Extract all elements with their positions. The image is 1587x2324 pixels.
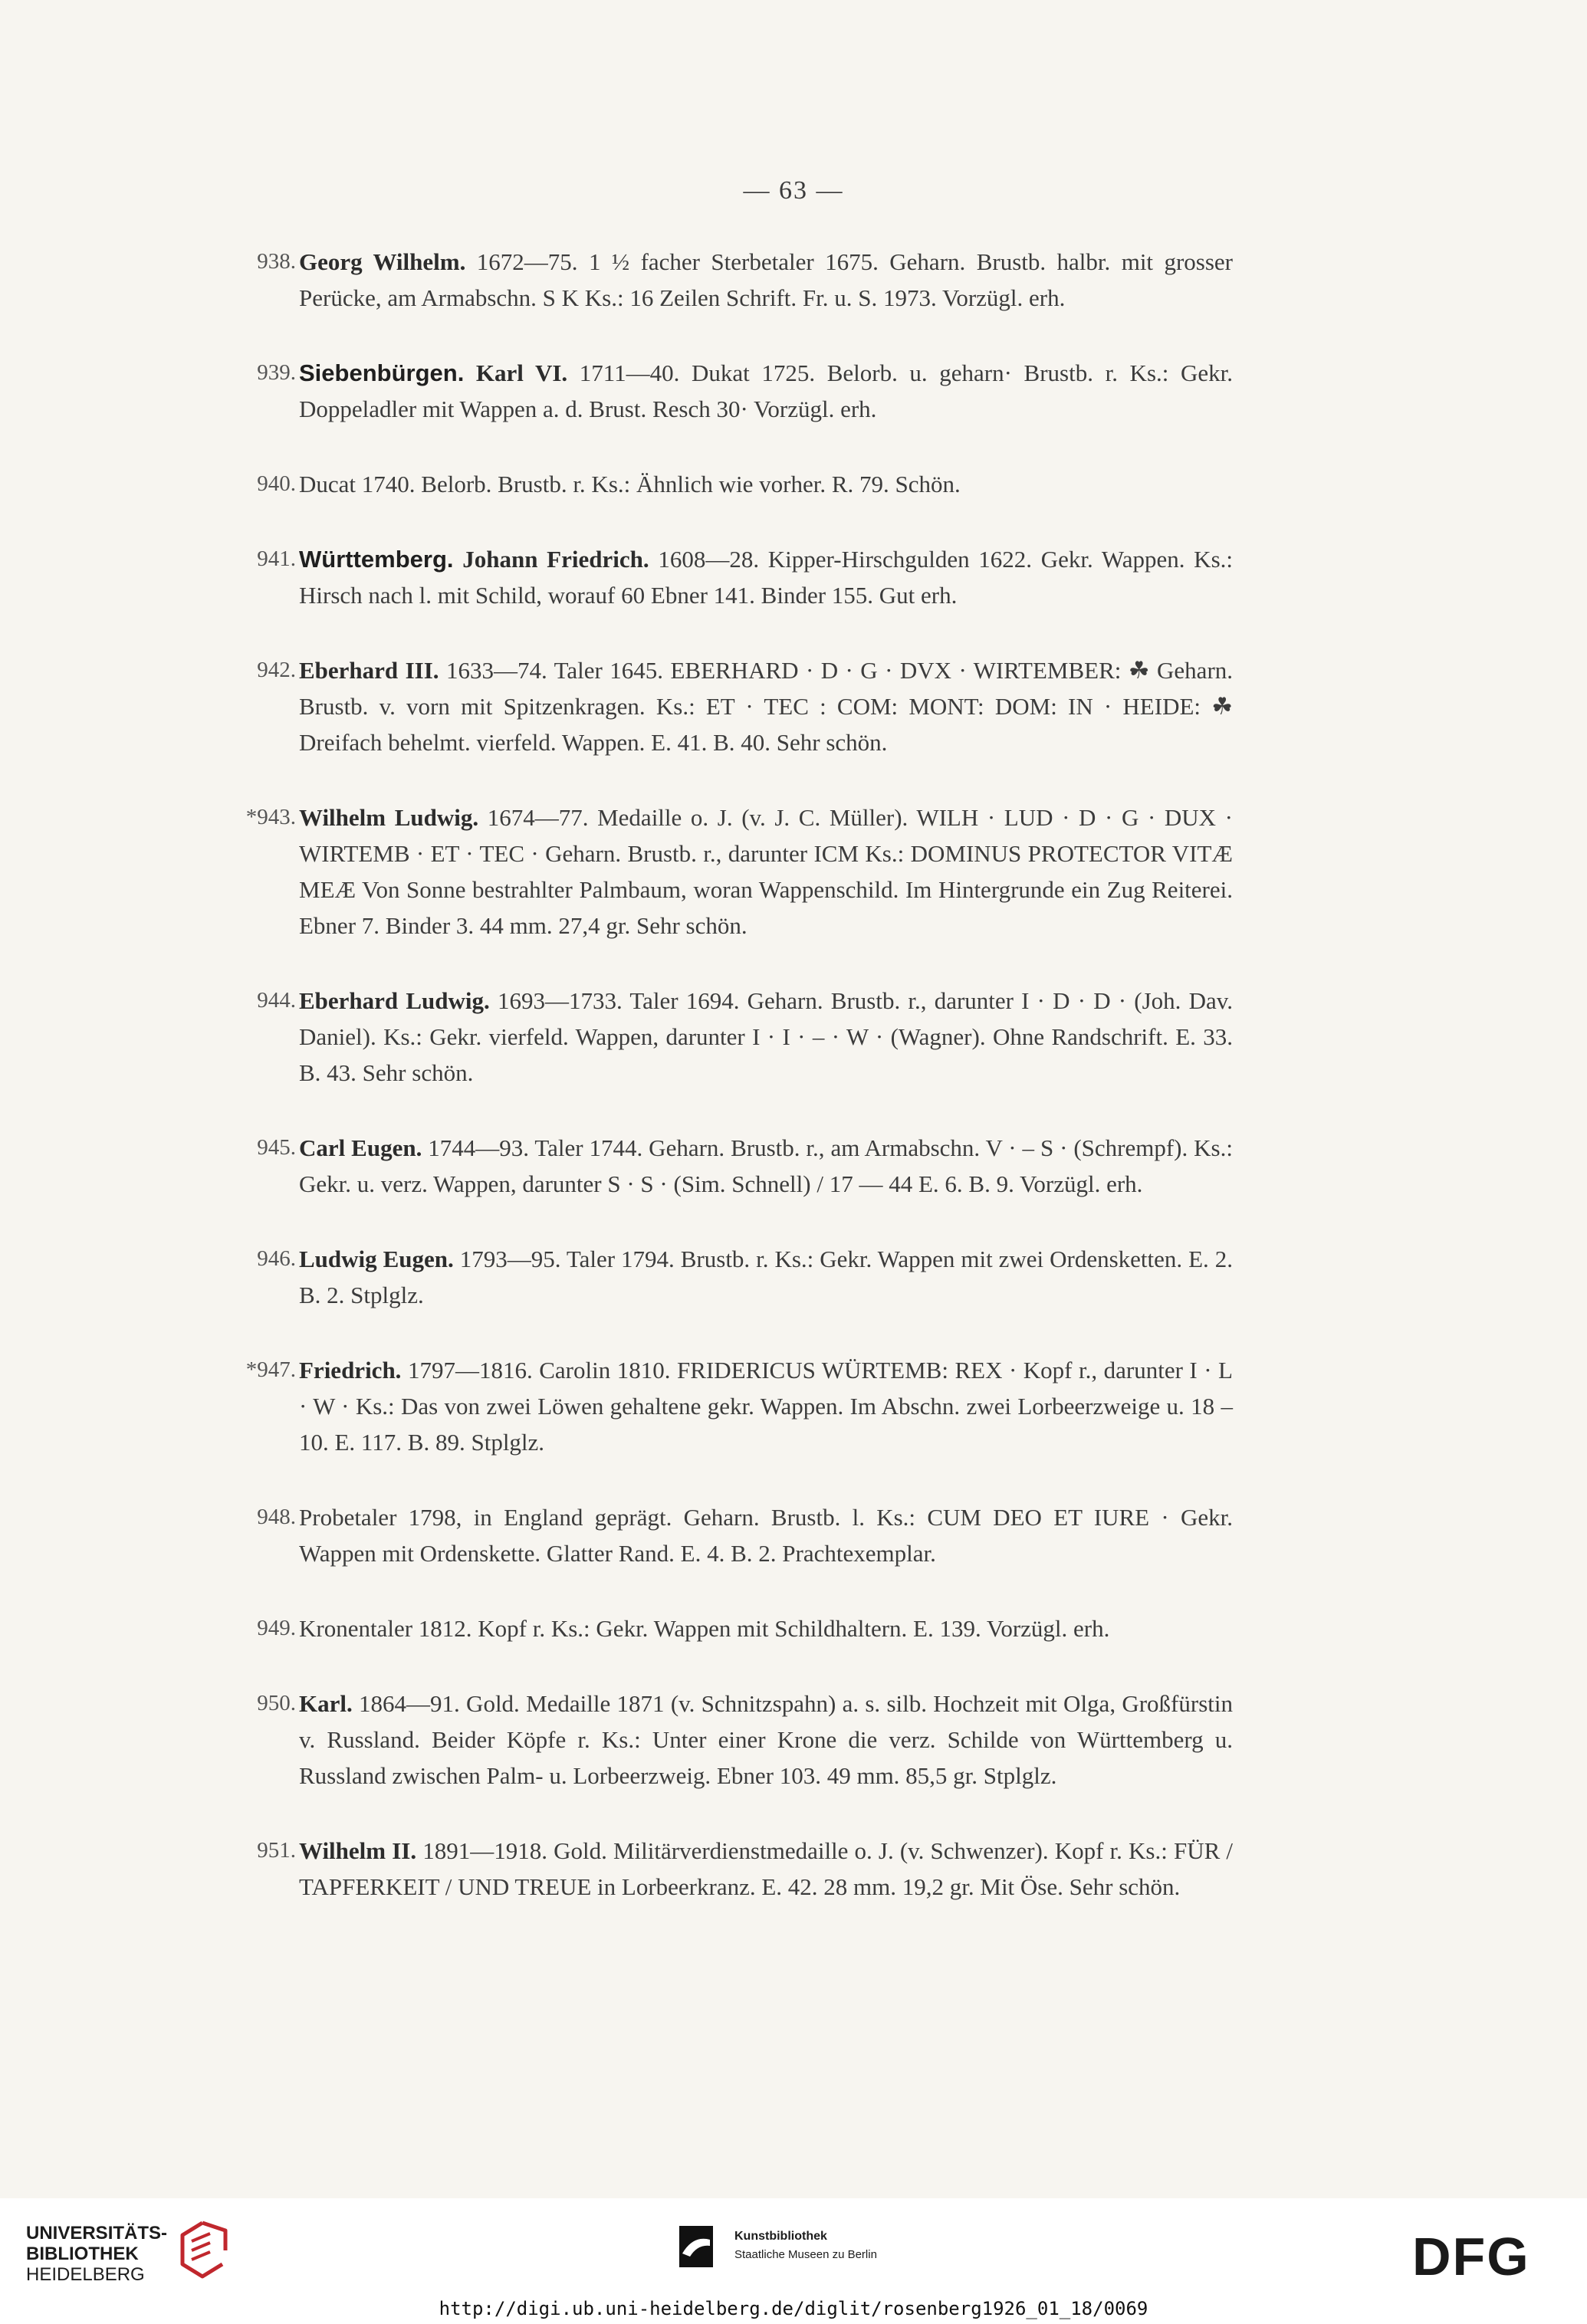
entry-description: 1797—1816. Carolin 1810. FRIDERICUS WÜRTEMB: REX · Kopf r., darunter I · L · W · Ks.: Das von zwei Löwen gehaltene gekr. Wappen. Im Abschn. zwei Lorbeerzweige u. 18 – 10. E. 117. B. 89. Stplglz.: [299, 1357, 1233, 1456]
dfg-logo[interactable]: [1412, 2230, 1566, 2284]
entry-ruler: Carl Eugen.: [299, 1134, 422, 1161]
entry-number: 944.: [257, 988, 296, 1013]
entry-number: 950.: [257, 1691, 296, 1715]
kunstbibliothek-logo[interactable]: [675, 2220, 966, 2289]
entry-number: 941.: [257, 547, 296, 571]
entry-description: 1693—1733. Taler 1694. Geharn. Brustb. r., darunter I · D · D · (Joh. Dav. Daniel). Ks.: Gekr. vierfeld. Wappen, darunter I · I · – · W · (Wagner). Ohne Randschrift. E. 33. B. 43. Sehr schön.: [299, 987, 1233, 1086]
entry-description: 1891—1918. Gold. Militärverdienstmedaille o. J. (v. Schwenzer). Kopf r. Ks.: FÜR / TAPFERKEIT / UND TREUE in Lorbeerkranz. E. 42. 28 mm. 19,2 gr. Mit Öse. Sehr schön.: [299, 1837, 1234, 1900]
catalog-entry: [205, 541, 1233, 613]
entry-description: Probetaler 1798, in England geprägt. Geharn. Brustb. l. Ks.: CUM DEO ET IURE · Gekr. Wappen mit Ordenskette. Glatter Rand. E. 4. B. 2. Prachtexemplar.: [299, 1504, 1233, 1567]
entry-description: 1633—74. Taler 1645. EBERHARD · D · G · DVX · WIRTEMBER: ☘ Geharn. Brustb. v. vorn mit Spitzenkragen. Ks.: ET · TEC : COM: MONT: DOM: IN · HEIDE: ☘ Dreifach behelmt. vierfeld. Wappen. E. 41. B. 40. Sehr schön.: [299, 657, 1234, 756]
uni-name-line2: BIBLIOTHEK: [26, 2244, 139, 2264]
catalog-entries: [205, 244, 1233, 1944]
entry-description: Kronentaler 1812. Kopf r. Ks.: Gekr. Wappen mit Schildhaltern. E. 139. Vorzügl. erh.: [299, 1615, 1110, 1642]
entry-number: 942.: [257, 658, 296, 682]
entry-number: *947.: [245, 1357, 296, 1382]
entry-number: 938.: [257, 249, 296, 274]
catalog-entry: [205, 1352, 1233, 1460]
entry-description: 1672—75. 1 ½ facher Sterbetaler 1675. Geharn. Brustb. halbr. mit grosser Perücke, am Armabschn. S K Ks.: 16 Zeilen Schrift. Fr. u. S. 1973. Vorzügl. erh.: [299, 248, 1234, 311]
catalog-entry: [205, 1499, 1233, 1571]
entry-description: 1744—93. Taler 1744. Geharn. Brustb. r., am Armabschn. V · – S · (Schrempf). Ks.: Gekr. u. verz. Wappen, darunter S · S · (Sim. Schnell) / 17 — 44 E. 6. B. 9. Vorzügl. erh.: [299, 1134, 1233, 1197]
entry-description: 1864—91. Gold. Medaille 1871 (v. Schnitzspahn) a. s. silb. Hochzeit mit Olga, Großfürstin v. Russland. Beider Köpfe r. Ks.: Unter einer Krone die verz. Schilde von Württemberg u. Russland zwischen Palm- u. Lorbeerzweig. Ebner 103. 49 mm. 85,5 gr. Stplglz.: [299, 1690, 1233, 1789]
entry-number: 951.: [257, 1838, 296, 1863]
entry-ruler: Karl VI.: [475, 359, 568, 386]
uni-name-line3: HEIDELBERG: [26, 2264, 145, 2285]
uni-name-line1: UNIVERSITÄTS-: [26, 2223, 168, 2244]
entry-number: 949.: [257, 1616, 296, 1640]
entry-number: 948.: [257, 1505, 296, 1529]
catalog-entry: [205, 1610, 1233, 1646]
entry-ruler: Georg Wilhelm.: [299, 248, 466, 275]
entry-description: Ducat 1740. Belorb. Brustb. r. Ks.: Ähnlich wie vorher. R. 79. Schön.: [299, 471, 961, 497]
university-emblem-icon: [176, 2220, 230, 2284]
museum-emblem-icon: [675, 2220, 724, 2273]
source-url-link[interactable]: http://digi.ub.uni-heidelberg.de/diglit/rosenberg1926_01_18/0069: [439, 2298, 1148, 2319]
entry-description: 1711—40. Dukat 1725. Belorb. u. geharn· Brustb. r. Ks.: Gekr. Doppeladler mit Wappen a. d. Brust. Resch 30· Vorzügl. erh.: [299, 359, 1233, 422]
entry-ruler: Wilhelm II.: [299, 1837, 417, 1864]
catalog-entry: [205, 1241, 1233, 1313]
entry-ruler: Friedrich.: [299, 1357, 402, 1384]
kunstbibliothek-title: Kunstbibliothek: [734, 2230, 827, 2243]
page-number: — 63 —: [743, 176, 844, 205]
entry-description: 1608—28. Kipper-Hirschgulden 1622. Gekr. Wappen. Ks.: Hirsch nach l. mit Schild, worauf 60 Ebner 141. Binder 155. Gut erh.: [299, 546, 1233, 609]
catalog-entry: [205, 1130, 1233, 1202]
entry-ruler: Johann Friedrich.: [462, 546, 649, 573]
entry-number: 945.: [257, 1135, 296, 1160]
catalog-entry: [205, 652, 1233, 760]
entry-number: 946.: [257, 1246, 296, 1271]
dfg-wordmark: DFG: [1412, 2230, 1530, 2284]
catalog-entry: [205, 1686, 1233, 1794]
entry-number: *943.: [245, 805, 296, 829]
catalog-entry: [205, 355, 1233, 427]
entry-ruler: Wilhelm Ludwig.: [299, 804, 479, 831]
catalog-entry: [205, 244, 1233, 316]
entry-ruler: Karl.: [299, 1690, 353, 1717]
entry-description: 1793—95. Taler 1794. Brustb. r. Ks.: Gekr. Wappen mit zwei Ordensketten. E. 2. B. 2. Stplglz.: [299, 1246, 1233, 1308]
catalog-entry: [205, 466, 1233, 502]
catalog-entry: [205, 799, 1233, 944]
entry-ruler: Eberhard Ludwig.: [299, 987, 490, 1014]
entry-number: 939.: [257, 360, 296, 385]
entry-country: Württemberg.: [299, 546, 454, 573]
digitization-footer: [0, 2198, 1587, 2324]
kunstbibliothek-subtitle: Staatliche Museen zu Berlin: [734, 2248, 877, 2261]
entry-description: 1674—77. Medaille o. J. (v. J. C. Müller). WILH · LUD · D · G · DUX · WIRTEMB · ET · TEC · Geharn. Brustb. r., darunter ICM Ks.: DOMINUS PROTECTOR VITÆ MEÆ Von Sonne bestrahlter Palmbaum, woran Wappenschild. Im Hintergrunde ein Zug Reiterei. Ebner 7. Binder 3. 44 mm. 27,4 gr. Sehr schön.: [299, 804, 1233, 939]
catalog-entry: [205, 983, 1233, 1091]
entry-ruler: Eberhard III.: [299, 657, 439, 684]
catalog-entry: [205, 1833, 1233, 1905]
entry-number: 940.: [257, 471, 296, 496]
university-library-name: [26, 2223, 167, 2285]
entry-country: Siebenbürgen.: [299, 359, 465, 386]
university-library-logo[interactable]: [26, 2220, 279, 2304]
entry-ruler: Ludwig Eugen.: [299, 1246, 454, 1272]
